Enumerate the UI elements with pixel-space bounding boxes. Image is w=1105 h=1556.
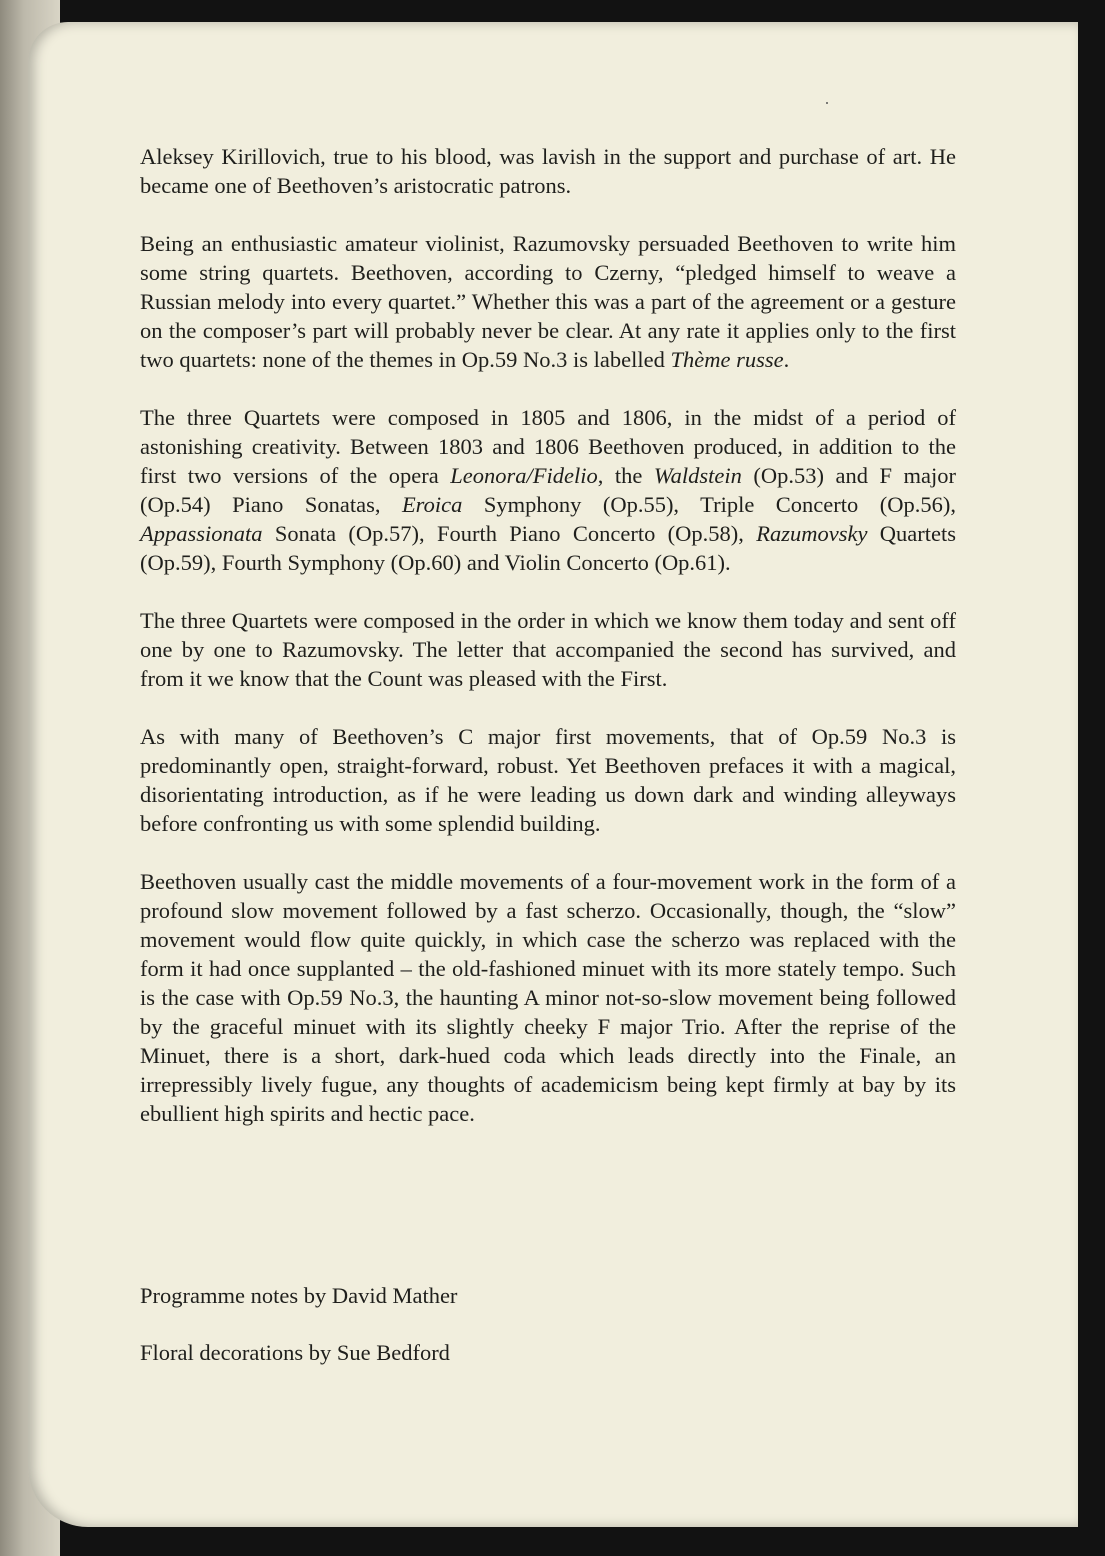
text-run: Symphony (Op.55), Triple Concerto (Op.56), bbox=[462, 492, 956, 517]
italic-title: Appassionata bbox=[140, 521, 263, 546]
italic-title: Waldstein bbox=[653, 463, 742, 488]
italic-title: Thème russe bbox=[670, 347, 784, 372]
text-run: The three Quartets were composed in the order in which we know them today and sent off one by one to Razumovsky. The letter that accompanied the second has survived, and from it we know that the Count was pleased with the First. bbox=[140, 608, 956, 691]
italic-title: Leonora/Fidelio bbox=[450, 463, 598, 488]
paragraph-middle-movements bbox=[140, 867, 956, 1128]
text-run: . bbox=[783, 347, 790, 372]
credit-floral-decorations: Floral decorations by Sue Bedford bbox=[140, 1340, 450, 1365]
text-run: Sonata (Op.57), Fourth Piano Concerto (Op.58), bbox=[262, 521, 757, 546]
text-run: Beethoven usually cast the middle movements of a four-movement work in the form of a profound slow movement followed by a fast scherzo. Occasionally, though, the “slow” movement would flow quite quickly, in which case the scherzo was replaced with the form it had once supplanted – the old-fashioned minuet with its more stately tempo. Such is the case with Op.59 No.3, the haunting A minor not-so-slow movement being followed by the graceful minuet with its slightly cheeky F major Trio. After the reprise of the Minuet, there is a short, dark-hued coda which leads directly into the Finale, an irrepressibly lively fugue, any thoughts of academicism being kept firmly at bay by its ebullient high spirits and hectic pace. bbox=[140, 869, 956, 1126]
credit-programme-notes: Programme notes by David Mather bbox=[140, 1283, 458, 1308]
paragraph-order bbox=[140, 606, 956, 693]
italic-title: Razumovsky bbox=[756, 521, 868, 546]
text-run: , the bbox=[597, 463, 654, 488]
paragraph-commission bbox=[140, 229, 956, 374]
body-text bbox=[140, 142, 956, 1157]
text-run: (Op.53) and F major (Op.54) Piano Sonatas, bbox=[140, 463, 956, 517]
speck bbox=[826, 102, 828, 104]
italic-title: Eroica bbox=[401, 492, 463, 517]
text-run: Being an enthusiastic amateur violinist, Razumovsky persuaded Beethoven to write him some string quartets. Beethoven, according to Czerny, “pledged himself to weave a Russian melody into every quartet.” Whether this was a part of the agreement or a gesture on the composer’s part will probably never be clear. At any rate it applies only to the first two quartets: none of the themes in Op.59 No.3 is labelled bbox=[140, 231, 956, 372]
paragraph-patron bbox=[140, 142, 956, 200]
paragraph-first-movement bbox=[140, 722, 956, 838]
text-run: Aleksey Kirillovich, true to his blood, was lavish in the support and purchase of art. He became one of Beethoven’s aristocratic patrons. bbox=[140, 144, 956, 198]
paragraph-creativity bbox=[140, 403, 956, 577]
text-run: Quartets (Op.59), Fourth Symphony (Op.60) and Violin Concerto (Op.61). bbox=[140, 521, 956, 575]
text-run: As with many of Beethoven’s C major first movements, that of Op.59 No.3 is predominantly open, straight-forward, robust. Yet Beethoven prefaces it with a magical, disorientating introduction, as if he were leading us down dark and winding alleyways before confronting us with some splendid building. bbox=[140, 724, 956, 836]
text-run: The three Quartets were composed in 1805 and 1806, in the midst of a period of astonishing creativity. Between 1803 and 1806 Beethoven produced, in addition to the first two versions of the opera bbox=[140, 405, 956, 488]
